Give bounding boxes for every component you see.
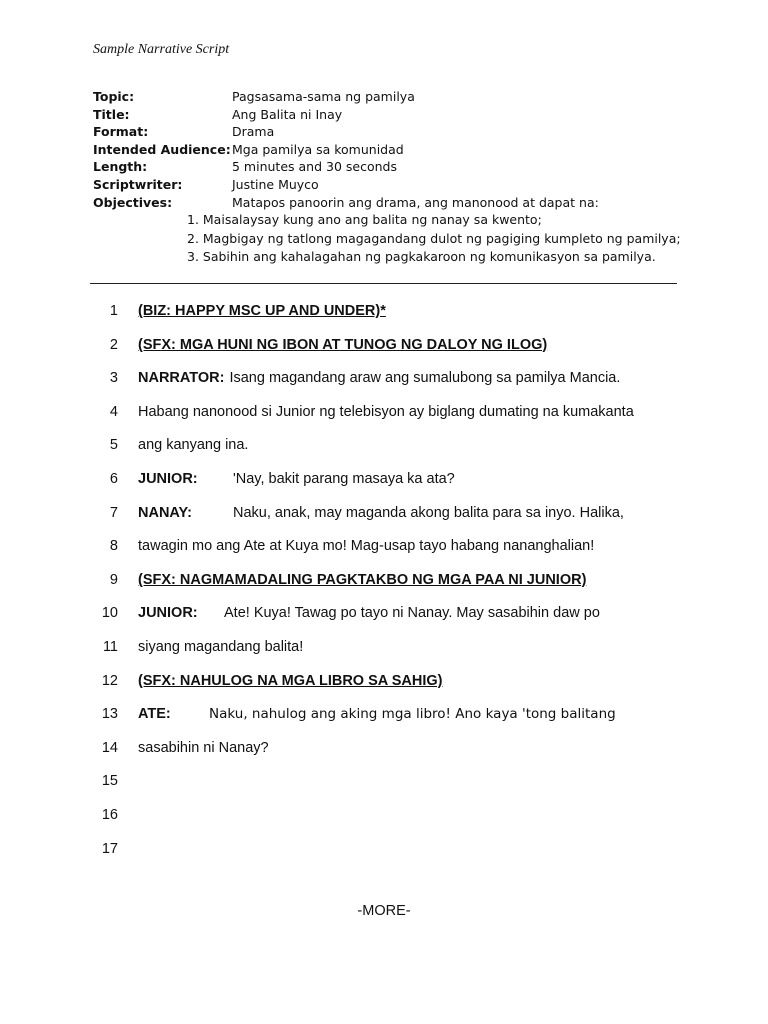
production-cue: (SFX: NAGMAMADALING PAGKTAKBO NG MGA PAA NI JUNIOR) — [138, 571, 587, 588]
objective-item: 2. Magbigay ng tatlong magagandang dulot ng pagiging kumpleto ng pamilya; — [187, 230, 681, 246]
script-line — [0, 566, 768, 600]
line-number: 8 — [109, 538, 118, 555]
script-line — [0, 633, 768, 667]
meta-value: Justine Muyco — [232, 176, 319, 192]
script-line — [0, 700, 768, 734]
script-line — [0, 431, 768, 465]
line-number: 16 — [101, 806, 118, 823]
production-cue: (BIZ: HAPPY MSC UP AND UNDER)* — [138, 303, 386, 319]
dialogue-text: Naku, nahulog ang aking mga libro! Ano kaya 'tong balitang — [209, 706, 616, 723]
dialogue-text: Naku, anak, may maganda akong balita para sa inyo. Halika, — [233, 504, 624, 521]
dialogue-text: siyang magandang balita! — [138, 638, 304, 655]
meta-label: Length: — [93, 159, 148, 175]
script-body — [0, 297, 768, 868]
meta-value: Ang Balita ni Inay — [232, 106, 343, 122]
line-number: 1 — [109, 303, 118, 319]
script-line — [0, 398, 768, 432]
line-number: 11 — [102, 638, 118, 655]
script-line — [0, 331, 768, 365]
script-line — [0, 767, 768, 801]
line-number: 13 — [101, 706, 118, 723]
line-number: 6 — [109, 470, 118, 487]
header-divider — [90, 283, 677, 284]
script-line — [0, 599, 768, 633]
dialogue-text: tawagin mo ang Ate at Kuya mo! Mag-usap tayo habang nananghalian! — [138, 538, 595, 555]
meta-row-objectives — [93, 194, 599, 212]
line-number: 12 — [101, 672, 118, 689]
script-line — [0, 297, 768, 331]
meta-label: Intended Audience: — [93, 141, 231, 157]
meta-value: Pagsasama-sama ng pamilya — [232, 89, 415, 104]
meta-label: Title: — [93, 106, 130, 122]
dialogue-text: ang kanyang ina. — [138, 437, 249, 454]
meta-row-audience — [93, 141, 599, 159]
script-line — [0, 835, 768, 869]
line-number: 15 — [101, 773, 118, 790]
meta-value: Matapos panoorin ang drama, ang manonood at dapat na: — [232, 194, 599, 210]
line-number: 3 — [109, 370, 118, 387]
meta-row-scriptwriter — [93, 176, 599, 194]
objectives-list — [187, 211, 681, 267]
dialogue-text: sasabihin ni Nanay? — [138, 739, 269, 756]
speaker-name: JUNIOR: — [138, 470, 198, 487]
meta-value: Drama — [232, 124, 275, 140]
script-line — [0, 734, 768, 768]
script-line — [0, 364, 768, 398]
line-number: 4 — [109, 403, 118, 420]
meta-row-topic — [93, 88, 599, 106]
meta-label: Scriptwriter: — [93, 176, 183, 192]
meta-row-length — [93, 158, 599, 176]
speaker-name: NANAY: — [138, 504, 192, 521]
dialogue — [138, 700, 616, 728]
speaker-name: NARRATOR: — [138, 370, 225, 387]
meta-value: 5 minutes and 30 seconds — [232, 159, 397, 175]
line-number: 14 — [101, 739, 118, 756]
script-line — [0, 532, 768, 566]
line-number: 10 — [101, 605, 118, 622]
more-marker: -MORE- — [357, 903, 411, 919]
dialogue — [138, 599, 600, 627]
dialogue — [138, 465, 455, 493]
line-number: 9 — [109, 571, 118, 588]
meta-row-format — [93, 123, 599, 141]
objective-item: 1. Maisalaysay kung ano ang balita ng nanay sa kwento; — [187, 212, 542, 227]
script-line — [0, 667, 768, 701]
line-number: 2 — [109, 336, 118, 353]
objective-item: 3. Sabihin ang kahalagahan ng pagkakaroon ng komunikasyon sa pamilya. — [187, 249, 656, 264]
meta-row-title — [93, 106, 599, 124]
script-line — [0, 465, 768, 499]
speaker-name: JUNIOR: — [138, 605, 198, 622]
dialogue-text: Ate! Kuya! Tawag po tayo ni Nanay. May sasabihin daw po — [224, 605, 600, 622]
line-number: 17 — [101, 840, 118, 857]
script-line — [0, 801, 768, 835]
dialogue-text: Habang nanonood si Junior ng telebisyon ay biglang dumating na kumakanta — [138, 403, 634, 420]
script-line — [0, 499, 768, 533]
meta-label: Objectives: — [93, 194, 173, 210]
dialogue — [138, 364, 620, 392]
meta-label: Topic: — [93, 89, 135, 104]
meta-value: Mga pamilya sa komunidad — [232, 141, 404, 157]
dialogue-text: Isang magandang araw ang sumalubong sa pamilya Mancia. — [229, 370, 621, 387]
script-metadata — [93, 88, 599, 211]
running-title: Sample Narrative Script — [93, 42, 230, 57]
production-cue: (SFX: NAHULOG NA MGA LIBRO SA SAHIG) — [138, 672, 443, 689]
meta-label: Format: — [93, 124, 149, 140]
dialogue-text: 'Nay, bakit parang masaya ka ata? — [233, 470, 455, 487]
dialogue — [138, 499, 624, 527]
speaker-name: ATE: — [138, 706, 171, 723]
line-number: 7 — [109, 504, 118, 521]
line-number: 5 — [109, 437, 118, 454]
production-cue: (SFX: MGA HUNI NG IBON AT TUNOG NG DALOY NG ILOG) — [138, 336, 548, 353]
